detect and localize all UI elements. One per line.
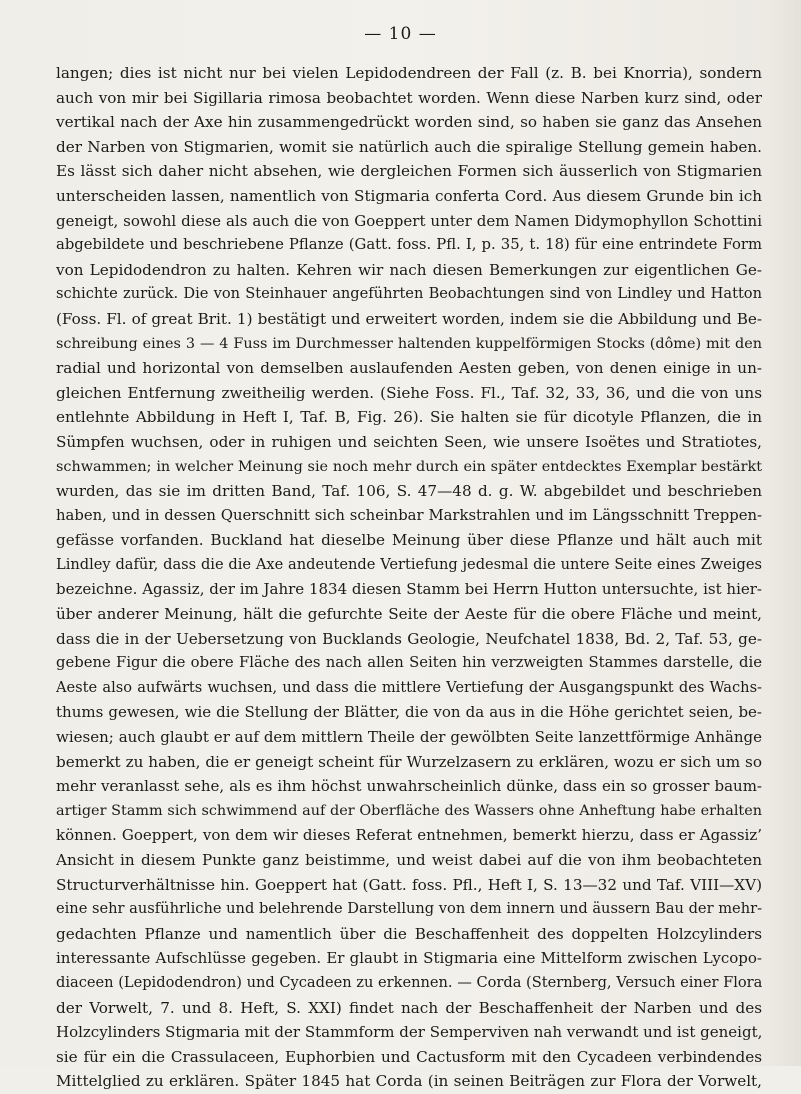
text-line: schwammen; in welcher Meinung sie noch mehr durch ein später entdecktes Exemplar bestärkt: [56, 458, 762, 475]
text-line: artiger Stamm sich schwimmend auf der Oberfläche des Wassers ohne Anheftung habe erhalten: [56, 802, 762, 819]
text-line: unterscheiden lassen, namentlich von Stigmaria conferta Cord. Aus diesem Grunde bin ich: [56, 186, 762, 205]
text-line: Mittelglied zu erklären. Später 1845 hat Corda (in seinen Beiträgen zur Flora der Vorwelt,: [56, 1072, 762, 1091]
text-line: mehr veranlasst sehe, als es ihm höchst unwahrscheinlich dünke, dass ein so grosser baum-: [56, 777, 762, 796]
text-line: Lindley dafür, dass die die Axe andeutende Vertiefung jedesmal die untere Seite eines Zweiges: [56, 555, 762, 573]
text-line: wiesen; auch glaubt er auf dem mittlern Theile der gewölbten Seite lanzettförmige Anhänge: [56, 728, 762, 747]
text-line: sie für ein die Crassulaceen, Euphorbien und Cactusform mit den Cycadeen verbindendes: [56, 1047, 762, 1066]
text-line: gedachten Pflanze und namentlich über die Beschaffenheit des doppelten Holzcylinders: [56, 924, 762, 943]
text-line: gebene Figur die obere Fläche des nach allen Seiten hin verzweigten Stammes darstelle, die: [56, 654, 762, 672]
text-line: (Foss. Fl. of great Brit. 1) bestätigt und erweitert worden, indem sie die Abbildung und Be-: [56, 309, 762, 328]
text-line: Holzcylinders Stigmaria mit der Stammform der Semperviven nah verwandt und ist geneigt,: [56, 1023, 762, 1042]
text-line: Aeste also aufwärts wuchsen, und dass die mittlere Vertiefung der Ausgangspunkt des Wachs-: [56, 678, 762, 696]
text-line: wurden, das sie im dritten Band, Taf. 106, S. 47—48 d. g. W. abgebildet und beschrieben: [56, 482, 762, 501]
body-text: [56, 61, 762, 1094]
text-line: eine sehr ausführliche und belehrende Darstellung von dem innern und äussern Bau der mehr-: [56, 900, 762, 918]
text-line: gefässe vorfanden. Buckland hat dieselbe Meinung über diese Pflanze und hält auch mit: [56, 531, 762, 550]
text-line: auch von mir bei Sigillaria rimosa beobachtet worden. Wenn diese Narben kurz sind, oder: [56, 88, 762, 107]
text-line: radial und horizontal von demselben auslaufenden Aesten geben, von denen einige in un-: [56, 359, 762, 378]
text-line: schreibung eines 3 — 4 Fuss im Durchmesser haltenden kuppelförmigen Stocks (dôme) mit den: [56, 335, 762, 352]
text-line: gleichen Entfernung zweitheilig werden. (Siehe Foss. Fl., Taf. 32, 33, 36, und die von uns: [56, 383, 762, 402]
text-line: Sümpfen wuchsen, oder in ruhigen und seichten Seen, wie unsere Isoëtes und Stratiotes,: [56, 432, 762, 451]
text-line: können. Goeppert, von dem wir dieses Referat entnehmen, bemerkt hierzu, dass er Agassiz’: [56, 826, 762, 845]
text-line: interessante Aufschlüsse gegeben. Er glaubt in Stigmaria eine Mittelform zwischen Lycopo-: [56, 949, 762, 968]
text-line: bemerkt zu haben, die er geneigt scheint für Wurzelzasern zu erklären, wozu er sich um so: [56, 752, 762, 771]
page-number: — 10 —: [364, 24, 437, 44]
text-line: über anderer Meinung, hält die gefurchte Seite der Aeste für die obere Fläche und meint,: [56, 605, 762, 624]
text-line: langen; dies ist nicht nur bei vielen Lepidodendreen der Fall (z. B. bei Knorria), sondern: [56, 64, 762, 82]
text-line: Structurverhältnisse hin. Goeppert hat (Gatt. foss. Pfl., Heft I, S. 13—32 und Taf. VIII—XV): [56, 875, 762, 894]
text-line: geneigt, sowohl diese als auch die von Goeppert unter dem Namen Didymophyllon Schottini: [56, 211, 762, 230]
text-line: haben, und in dessen Querschnitt sich scheinbar Markstrahlen und im Längsschnitt Treppen-: [56, 506, 762, 524]
text-line: dass die in der Uebersetzung von Bucklands Geologie, Neufchatel 1838, Bd. 2, Taf. 53, ge-: [56, 629, 762, 648]
text-line: von Lepidodendron zu halten. Kehren wir nach diesen Bemerkungen zur eigentlichen Ge-: [56, 260, 762, 279]
text-line: der Vorwelt, 7. und 8. Heft, S. XXI) findet nach der Beschaffenheit der Narben und des: [56, 998, 762, 1017]
text-line: vertikal nach der Axe hin zusammengedrückt worden sind, so haben sie ganz das Ansehen: [56, 113, 762, 132]
text-line: abgebildete und beschriebene Pflanze (Gatt. foss. Pfl. I, p. 35, t. 18) für eine entrindete Form: [56, 236, 762, 254]
text-line: bezeichne. Agassiz, der im Jahre 1834 diesen Stamm bei Herrn Hutton untersuchte, ist hier-: [56, 580, 762, 599]
text-line: entlehnte Abbildung in Heft I, Taf. B, Fig. 26). Sie halten sie für dicotyle Pflanzen, die in: [56, 408, 762, 427]
text-line: thums gewesen, wie die Stellung der Blätter, die von da aus in die Höhe gerichtet seien, be-: [56, 703, 762, 722]
text-line: Es lässt sich daher nicht absehen, wie dergleichen Formen sich äusserlich von Stigmarien: [56, 162, 762, 181]
text-line: der Narben von Stigmarien, womit sie natürlich auch die spiralige Stellung gemein haben.: [56, 137, 762, 156]
text-line: Ansicht in diesem Punkte ganz beistimme, und weist dabei auf die von ihm beobachteten: [56, 851, 762, 869]
text-line: diaceen (Lepidodendron) und Cycadeen zu erkennen. — Corda (Sternberg, Versuch einer Flora: [56, 973, 762, 991]
text-line: schichte zurück. Die von Steinhauer angeführten Beobachtungen sind von Lindley und Hatton: [56, 285, 762, 303]
